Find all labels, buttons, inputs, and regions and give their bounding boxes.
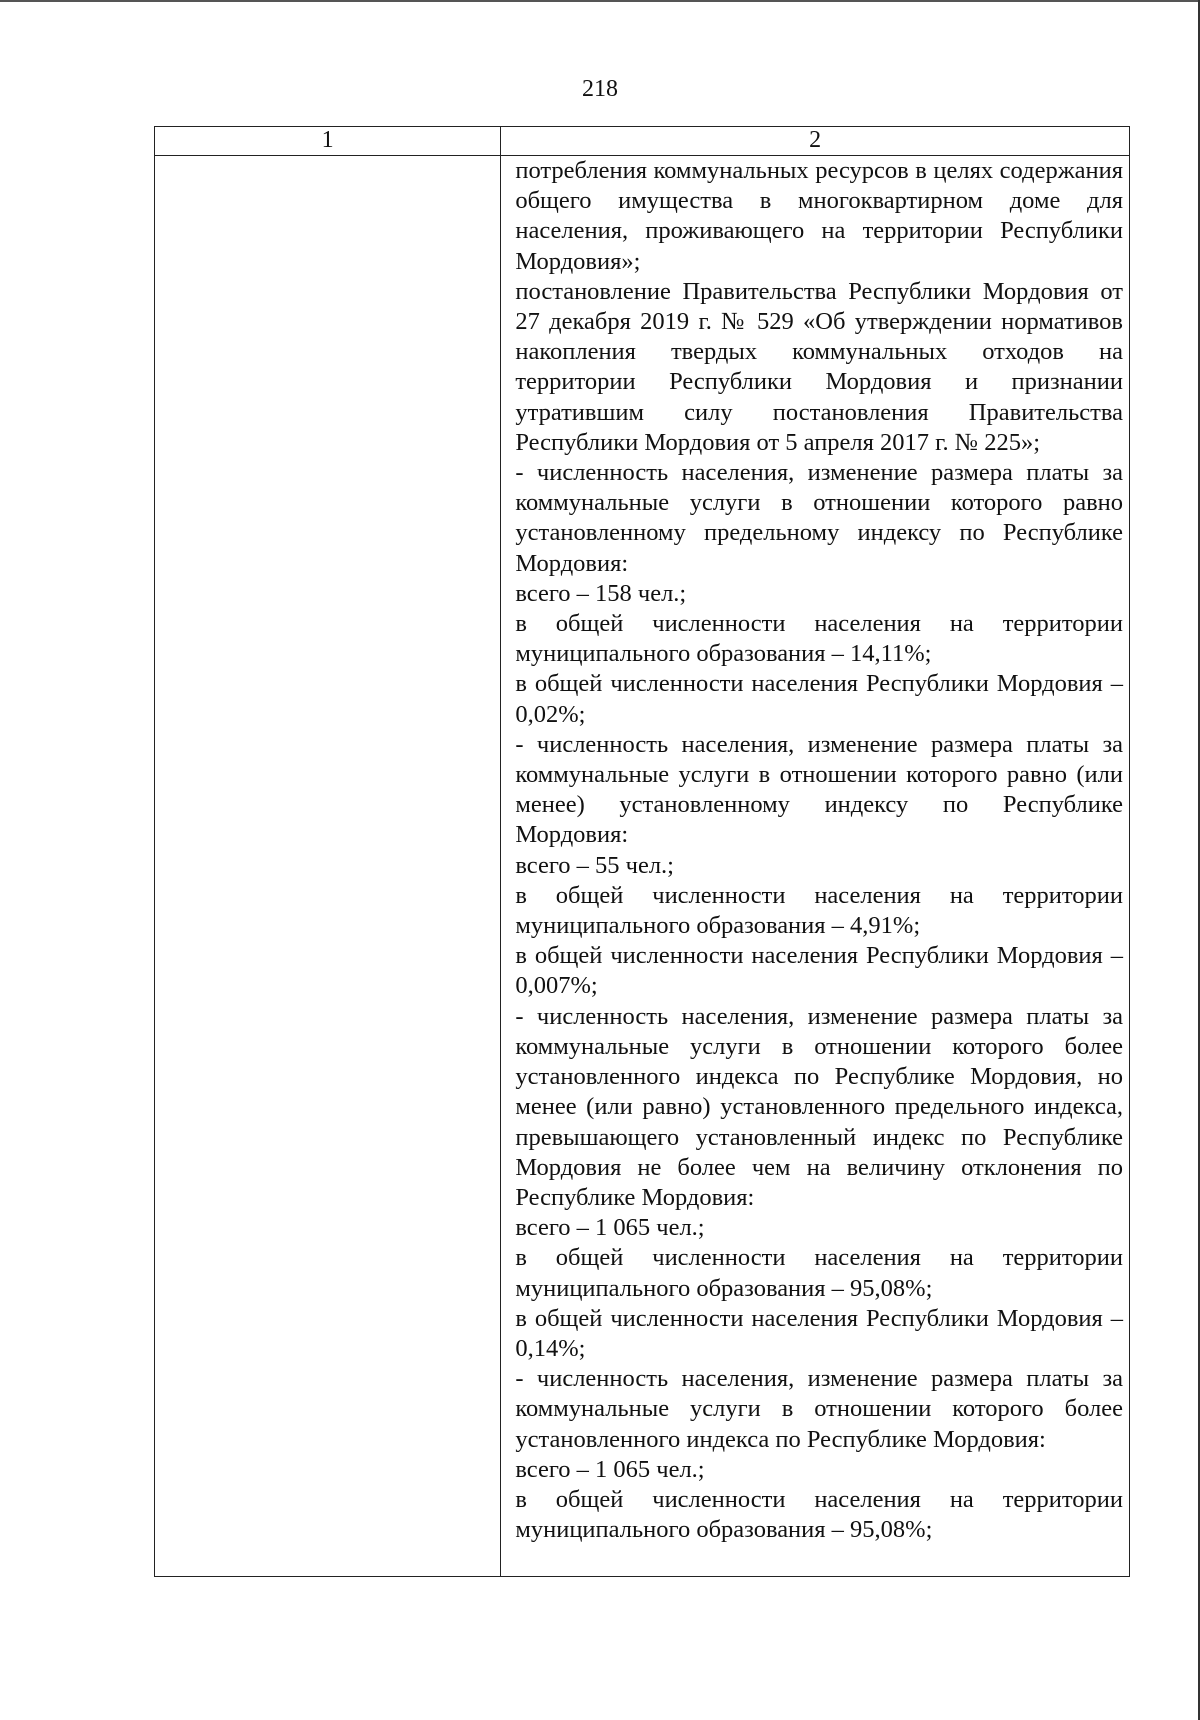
table-row [155, 156, 1130, 1577]
paragraph: потребления коммунальных ресурсов в целях содержания общего имущества в многоквартирном доме для населения, проживающего на территории Республики Мордовия»; [515, 157, 1123, 275]
column-2-cell [501, 156, 1130, 1577]
paragraph: - численность населения, изменение размера платы за коммунальные услуги в отношении которого более установленного индекса по Республике Мордовия, но менее (или равно) установленного предельного индекса, превышающего установленный индекс по Республике Мордовия не более чем на величину отклонения по Республике Мордовия: [515, 1002, 1123, 1211]
column-1-cell [155, 156, 501, 1577]
paragraph: в общей численности населения Республики Мордовия – 0,007%; [515, 942, 1123, 1000]
paragraph: - численность населения, изменение размера платы за коммунальные услуги в отношении которого более установленного индекса по Республике Мордовия: [515, 1365, 1123, 1453]
column-header-1: 1 [155, 127, 501, 156]
page-number: 218 [582, 76, 618, 102]
paragraph: всего – 55 чел.; [515, 851, 674, 879]
paragraph: всего – 1 065 чел.; [515, 1455, 705, 1483]
paragraph: в общей численности населения на территории муниципального образования – 4,91%; [515, 881, 1123, 940]
document-table [154, 126, 1130, 1577]
paragraph: всего – 1 065 чел.; [515, 1214, 705, 1242]
paragraph: - численность населения, изменение размера платы за коммунальные услуги в отношении которого равно установленному предельному индексу по Республике Мордовия: [515, 459, 1123, 577]
table-header-row [155, 127, 1130, 156]
paragraph: - численность населения, изменение размера платы за коммунальные услуги в отношении которого равно (или менее) установленному индексу по Республике Мордовия: [515, 730, 1123, 849]
paragraph: в общей численности населения на территории муниципального образования – 14,11%; [515, 610, 1123, 668]
paragraph: постановление Правительства Республики Мордовия от 27 декабря 2019 г. № 529 «Об утверждении нормативов накопления твердых коммунальных отходов на территории Республики Мордовия и признании утратившим силу постановления Правительства Республики Мордовия от 5 апреля 2017 г. № 225»; [515, 277, 1123, 456]
scan-top-edge [0, 0, 1200, 2]
paragraph: в общей численности населения Республики Мордовия – 0,02%; [515, 670, 1123, 728]
column-header-2: 2 [501, 127, 1130, 156]
paragraph: всего – 158 чел.; [515, 579, 687, 607]
paragraph: в общей численности населения Республики Мордовия – 0,14%; [515, 1304, 1123, 1362]
paragraph: в общей численности населения на территории муниципального образования – 95,08%; [515, 1244, 1123, 1302]
paragraph: в общей численности населения на территории муниципального образования – 95,08%; [515, 1485, 1123, 1544]
